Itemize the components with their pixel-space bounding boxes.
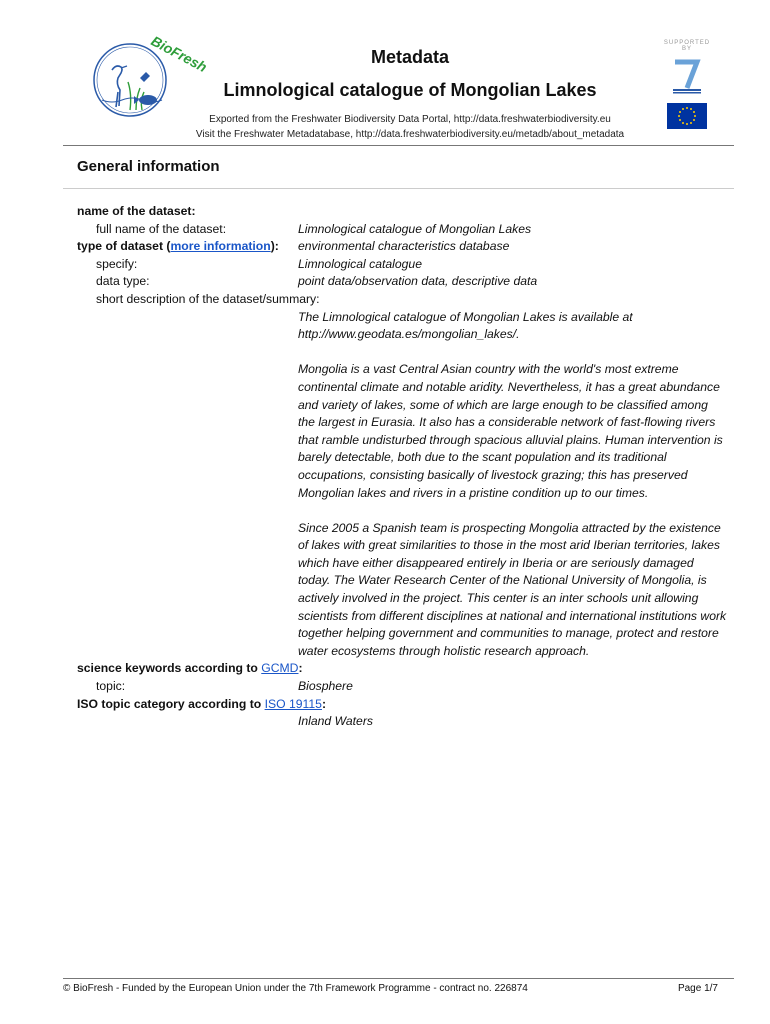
type-value: environmental characteristics database	[298, 239, 510, 254]
type-heading	[77, 239, 279, 253]
page-number: Page 1/7	[677, 983, 718, 994]
footer-funding-note: © BioFresh - Funded by the European Union under the 7th Framework Programme - contract no. 226874	[63, 983, 528, 994]
specify-row	[77, 256, 737, 274]
topic-row	[77, 678, 737, 696]
type-heading-prefix: type of dataset (	[77, 239, 171, 254]
gcmd-link[interactable]: GCMD	[261, 661, 299, 676]
short-description-label: short description of the dataset/summary:	[96, 291, 320, 306]
logo-wordmark: BioFresh	[148, 32, 210, 76]
iso-category-suffix: :	[321, 696, 327, 711]
section-title: General information	[77, 158, 220, 175]
section-divider	[63, 188, 734, 189]
fp7-logo	[667, 56, 707, 96]
short-description	[298, 309, 728, 661]
supported-by-label: SUPPORTED BY	[663, 40, 711, 52]
type-row	[77, 238, 737, 256]
data-type-label: data type:	[96, 274, 150, 289]
more-information-link[interactable]: more information	[170, 239, 271, 254]
specify-label: specify:	[96, 256, 138, 271]
description-paragraph: The Limnological catalogue of Mongolian Lakes is available at http://www.geodata.es/mongolian_lakes/.	[298, 309, 633, 342]
science-keywords-suffix: :	[298, 661, 303, 676]
type-heading-suffix: ):	[270, 239, 279, 254]
iso-category-heading	[77, 696, 737, 714]
full-name-label: full name of the dataset:	[96, 221, 227, 236]
topic-label: topic:	[96, 679, 126, 694]
data-type-row	[77, 273, 737, 291]
data-type-value: point data/observation data, descriptive data	[298, 274, 538, 289]
topic-value: Biosphere	[298, 679, 353, 694]
iso-value-row	[77, 713, 737, 731]
science-keywords-prefix: science keywords according to	[77, 661, 262, 676]
page-title: Metadata	[370, 47, 450, 67]
science-keywords-heading	[77, 660, 737, 678]
full-name-value: Limnological catalogue of Mongolian Lakes	[298, 221, 532, 236]
specify-value: Limnological catalogue	[298, 256, 422, 271]
name-heading: name of the dataset:	[77, 204, 196, 218]
description-paragraph: Since 2005 a Spanish team is prospecting Mongolia attracted by the existence of lakes with great similarities to those in the most arid Iberian territories, lakes which have either disappeared entirely in Iberia or are seriously damaged today. The Water Research Center of the National University of Mongolia, is actively involved in the project. This center is an inter schools unit allowing scientists from different disciplines at national and international institutions work together helping government and communities to manage, protect and restore water ecosystems through holistic research approach.	[298, 520, 727, 658]
page-subtitle: Limnological catalogue of Mongolian Lakes	[223, 80, 597, 100]
metadatabase-info: Visit the Freshwater Metadatabase, http://data.freshwaterbiodiversity.eu/metadb/about_metadata	[195, 129, 625, 140]
header-divider	[63, 145, 734, 146]
metadata-fields	[77, 203, 737, 731]
footer-divider	[63, 978, 734, 979]
iso-19115-link[interactable]: ISO 19115	[264, 696, 322, 711]
iso-category-value: Inland Waters	[298, 714, 373, 729]
description-paragraph: Mongolia is a vast Central Asian country with the world's most extreme continental climate and notable aridity. Nevertheless, it has a great abundance and variety of lakes, some of which are large enough to be classified among the largest in Eurasia. It also has a considerable network of fast-flowing rivers that ramble undisturbed through spacious alluvial plains. Human intervention is barely detectable, both due to the scant population and its traditional occupations, consisting basically of livestock grazing; this has preserved Mongolian lakes and rivers in a pristine condition up to our times.	[298, 362, 723, 500]
full-name-row	[77, 221, 737, 239]
export-info: Exported from the Freshwater Biodiversity Data Portal, http://data.freshwaterbiodiversity.eu	[209, 114, 611, 125]
iso-category-prefix: ISO topic category according to	[77, 696, 265, 711]
